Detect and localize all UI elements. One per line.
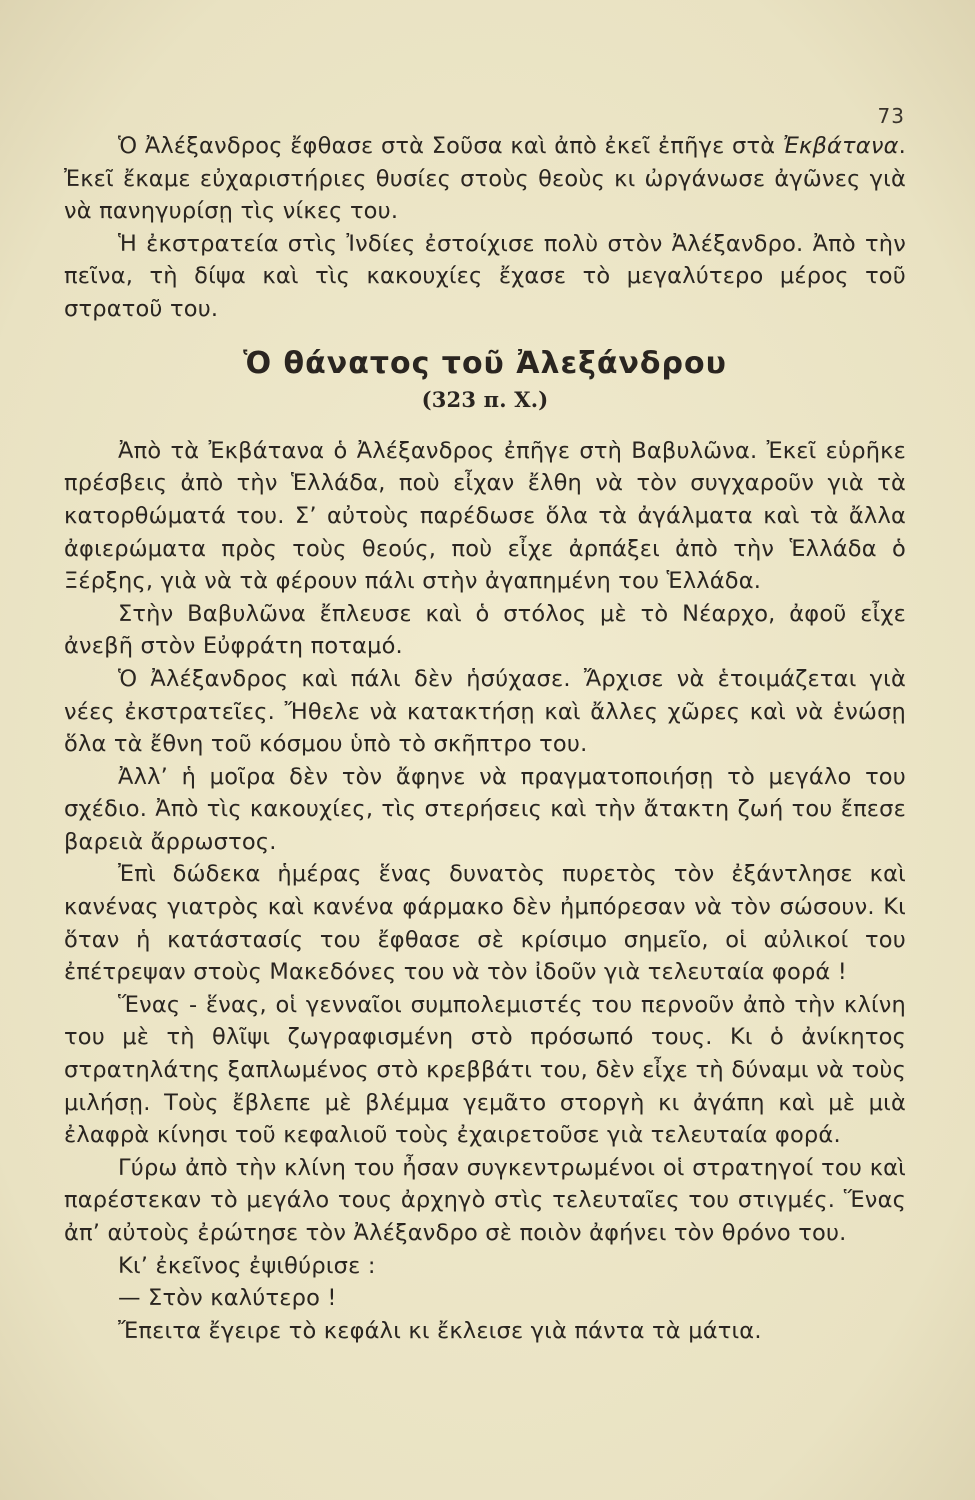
intro-paragraph-2 — [64, 228, 906, 326]
italic-place-name: Ἐκβάτανα — [782, 133, 899, 159]
dialog-line: Ἔπειτα ἔγειρε τὸ κεφάλι κι ἔκλεισε γιὰ πάντα τὰ μάτια. — [118, 1317, 762, 1344]
text-segment: Ὁ Ἀλέξανδρος ἔφθασε στὰ Σοῦσα καὶ ἀπὸ ἐκεῖ ἐπῆγε στὰ — [118, 133, 783, 159]
intro-paragraph-1 — [64, 130, 906, 228]
section-title: Ὁ θάνατος τοῦ Ἀλεξάνδρου — [243, 345, 727, 381]
body-paragraph: Ἕνας - ἕνας, οἱ γενναῖοι συμπολεμιστές του περνοῦν ἀπὸ τὴν κλίνη του μὲ τὴ θλῖψι ζωγραφισμένη στὸ πρόσωπό τους. Κι ὁ ἀνίκητος στρατηλάτης ξαπλωμένος στὸ κρεββάτι του, δὲν εἶχε τὴ δύναμι νὰ τοὺς μιλήσῃ. Τοὺς ἔβλεπε μὲ βλέμμα γεμᾶτο στοργὴ κι ἀγάπη καὶ μὲ μιὰ ἐλαφρὰ κίνησι τοῦ κεφαλιοῦ τοὺς ἐχαιρετοῦσε γιὰ τελευταία φορά. — [64, 991, 906, 1149]
body-paragraph: Ἀλλ’ ἡ μοῖρα δὲν τὸν ἄφηνε νὰ πραγματοποιήσῃ τὸ μεγάλο του σχέδιο. Ἀπὸ τὶς κακουχίες, τὶς στερήσεις καὶ τὴν ἄτακτη ζωή του ἔπεσε βαρειὰ ἄρρωστος. — [64, 763, 906, 855]
text-segment: Ἡ ἐκστρατεία στὶς Ἰνδίες ἐστοίχισε πολὺ στὸν Ἀλέξανδρο. Ἀπὸ τὴν πεῖνα, τὴ δίψα καὶ τὶς κακουχίες ἔχασε τὸ μεγαλύτερο μέρος τοῦ στρατοῦ του. — [64, 230, 906, 322]
dialog-line: Κι’ ἐκεῖνος ἐψιθύρισε : — [118, 1252, 376, 1279]
page-number: 73 — [877, 104, 905, 128]
text-segment: . Ἐκεῖ ἔκαμε εὐχαριστήριες θυσίες στοὺς θεοὺς κι ὠργάνωσε ἀγῶνες γιὰ νὰ πανηγυρίσῃ τὶς νίκες του. — [64, 133, 906, 225]
body-paragraph: Γύρω ἀπὸ τὴν κλίνη του ἦσαν συγκεντρωμένοι οἱ στρατηγοί του καὶ παρέστεκαν τὸ μεγάλο τους ἀρχηγὸ στὶς τελευταῖες του στιγμές. Ἕνας ἀπ’ αὐτοὺς ἐρώτησε τὸν Ἀλέξανδρο σὲ ποιὸν ἀφήνει τὸν θρόνο του. — [64, 1154, 906, 1246]
dialog-line: — Στὸν καλύτερο ! — [118, 1285, 337, 1312]
page-text — [64, 130, 906, 1347]
body-paragraph: Ἐπὶ δώδεκα ἡμέρας ἕνας δυνατὸς πυρετὸς τὸν ἐξάντλησε καὶ κανένας γιατρὸς καὶ κανένα φάρμακο δὲν ἠμπόρεσαν νὰ τὸν σώσουν. Κι ὅταν ἡ κατάστασίς του ἔφθασε σὲ κρίσιμο σημεῖο, οἱ αὐλικοί του ἐπέτρεψαν στοὺς Μακεδόνες του νὰ τὸν ἰδοῦν γιὰ τελευταία φορά ! — [64, 861, 906, 986]
body-paragraph: Ἀπὸ τὰ Ἐκβάτανα ὁ Ἀλέξανδρος ἐπῆγε στὴ Βαβυλῶνα. Ἐκεῖ εὑρῆκε πρέσβεις ἀπὸ τὴν Ἑλλάδα, ποὺ εἶχαν ἔλθη νὰ τὸν συγχαροῦν γιὰ τὰ κατορθώματά του. Σ’ αὐτοὺς παρέδωσε ὅλα τὰ ἀγάλματα καὶ τὰ ἄλλα ἀφιερώματα πρὸς τοὺς θεούς, ποὺ εἶχε ἀρπάξει ἀπὸ τὴν Ἑλλάδα ὁ Ξέρξης, γιὰ νὰ τὰ φέρουν πάλι στὴν ἀγαπημένη του Ἑλλάδα. — [64, 437, 906, 595]
body-paragraph: Στὴν Βαβυλῶνα ἔπλευσε καὶ ὁ στόλος μὲ τὸ Νέαρχο, ἀφοῦ εἶχε ἀνεβῆ στὸν Εὐφράτη ποταμό. — [64, 600, 906, 660]
section-date: (323 π. Χ.) — [421, 387, 549, 413]
body-paragraph: Ὁ Ἀλέξανδρος καὶ πάλι δὲν ἡσύχασε. Ἄρχισε νὰ ἑτοιμάζεται γιὰ νέες ἐκστρατεῖες. Ἤθελε νὰ κατακτήσῃ καὶ ἄλλες χῶρες καὶ νὰ ἑνώσῃ ὅλα τὰ ἔθνη τοῦ κόσμου ὑπὸ τὸ σκῆπτρο του. — [64, 665, 906, 758]
